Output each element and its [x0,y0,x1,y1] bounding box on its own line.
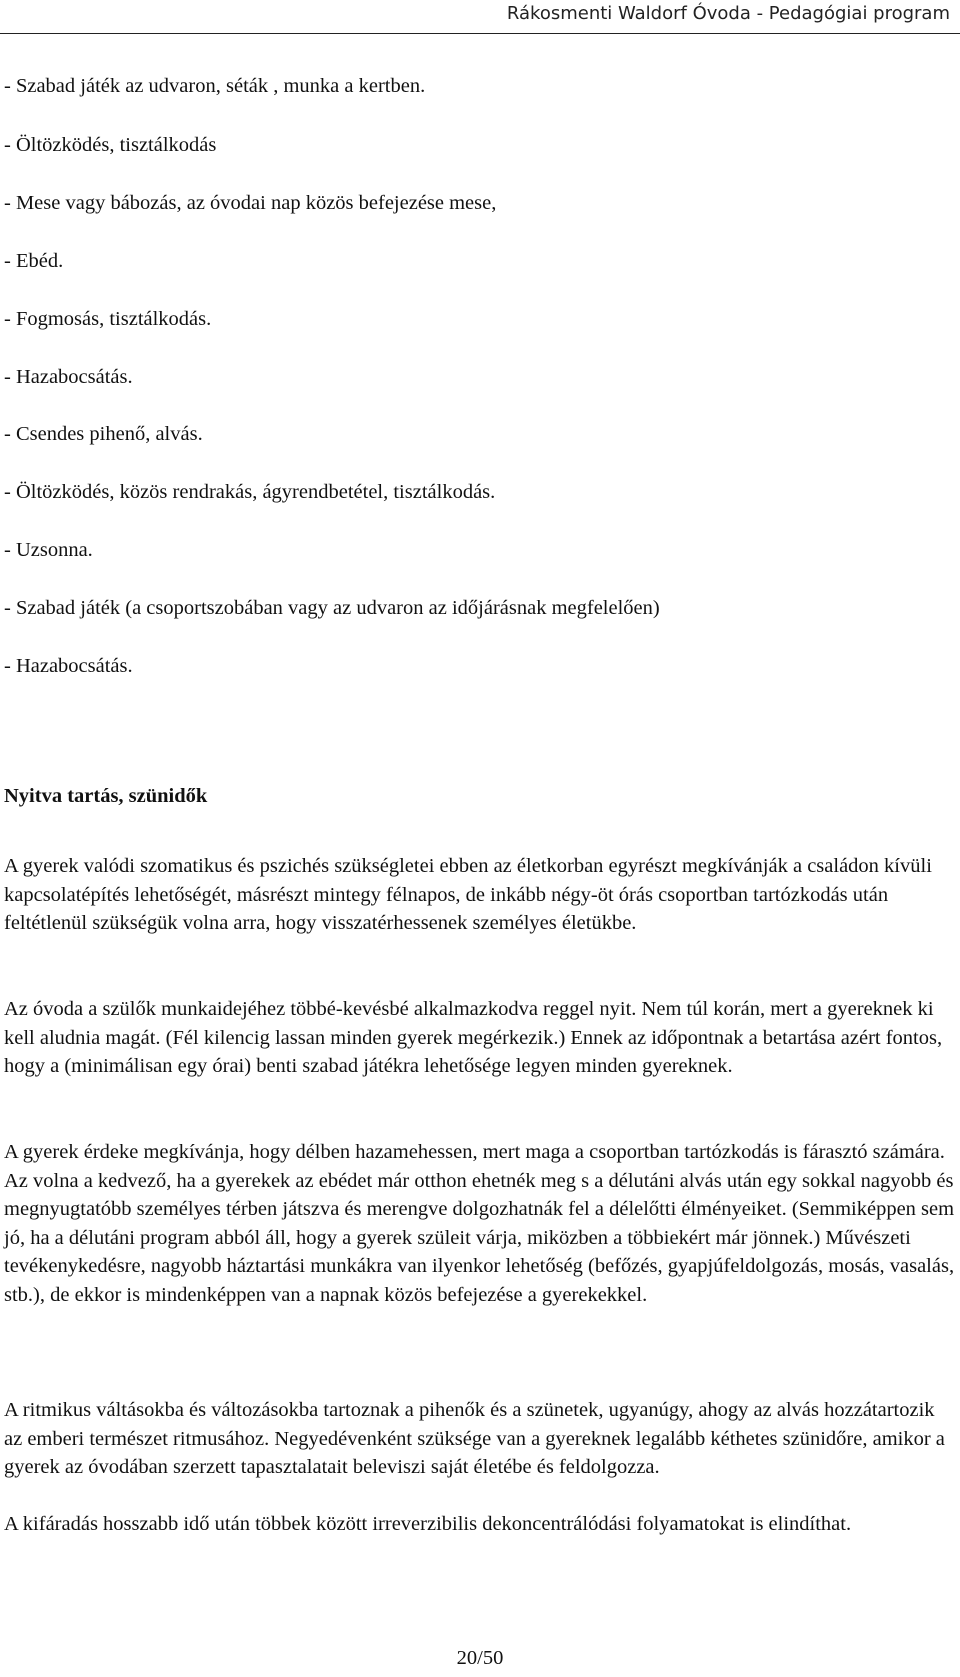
section-heading: Nyitva tartás, szünidők [4,785,208,807]
schedule-item: - Szabad játék (a csoportszobában vagy az udvaron az időjárásnak megfelelően) [4,597,660,619]
schedule-item: - Fogmosás, tisztálkodás. [4,308,212,330]
schedule-item: - Szabad játék az udvaron, séták , munka a kertben. [4,75,426,97]
schedule-item: - Ebéd. [4,250,64,272]
paragraph: A ritmikus váltásokba és változásokba tartoznak a pihenők és a szünetek, ugyanúgy, ahogy az alvás hozzátartozik az emberi természet ritmusához. Negyedévenként szüksége van a gyereknek legalább kéthetes szünidőre, amikor a gyerek az óvodában szerzett tapasztalatait beleviszi saját életébe és feldolgozza. [4,1399,945,1478]
paragraph: A gyerek érdeke megkívánja, hogy délben hazamehessen, mert maga a csoportban tartózkodás is fárasztó számára. Az volna a kedvező, ha a gyerekek az ebédet már otthon ehetnék meg s a délutáni alvás után egy sokkal nagyobb és megnyugtatóbb személyes térben játszva és merengve dolgozhatnák fel a délelőtti élményeiket. (Semmiképpen sem jó, ha a délutáni program abból áll, hogy a gyerek szüleit várja, miközben a többiekért már jönnek.) Művészeti tevékenykedésre, nagyobb háztartási munkákra van ilyenkor lehetőség (befőzés, gyapjúfeldolgozás, mosás, vasalás, stb.), de ekkor is mindenképpen van a napnak közös befejezése a gyerekekkel. [4,1141,955,1306]
paragraph: A kifáradás hosszabb idő után többek között irreverzibilis dekoncentrálódási folyamatokat is elindíthat. [4,1513,852,1535]
paragraph: A gyerek valódi szomatikus és pszichés szükségletei ebben az életkorban egyrészt megkívánják a családon kívüli kapcsolatépítés lehetőségét, másrészt mintegy félnapos, de inkább négy-öt órás csoportban tartózkodás után feltétlenül szükségük volna arra, hogy visszatérhessenek személyes életükbe. [4,855,932,934]
paragraph: Az óvoda a szülők munkaidejéhez többé-kevésbé alkalmazkodva reggel nyit. Nem túl korán, mert a gyereknek ki kell aludnia magát. (Fél kilencig lassan minden gyerek megérkezik.) Ennek az időpontnak a betartása azért fontos, hogy a (minimálisan egy órai) benti szabad játékra lehetősége legyen minden gyereknek. [4,998,943,1077]
schedule-item: - Hazabocsátás. [4,655,133,677]
schedule-item: - Uzsonna. [4,539,93,561]
schedule-item: - Öltözködés, közös rendrakás, ágyrendbetétel, tisztálkodás. [4,481,496,503]
page-header [0,0,960,34]
schedule-item: - Mese vagy bábozás, az óvodai nap közös befejezése mese, [4,192,497,214]
schedule-item: - Öltözködés, tisztálkodás [4,134,217,156]
page-number: 20/50 [456,1647,504,1669]
header-title: Rákosmenti Waldorf Óvoda - Pedagógiai program [506,3,950,24]
schedule-item: - Hazabocsátás. [4,366,133,388]
schedule-item: - Csendes pihenő, alvás. [4,423,203,445]
